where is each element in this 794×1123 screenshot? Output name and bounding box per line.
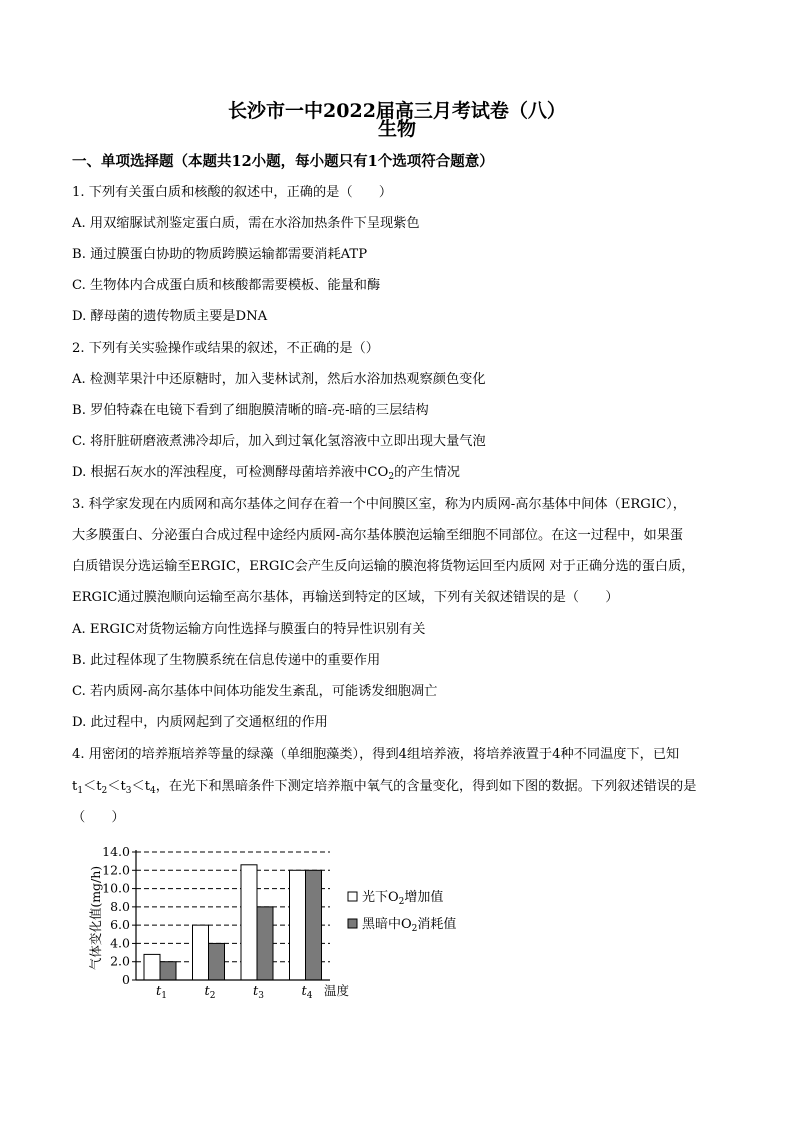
q3-option-b: B. 此过程体现了生物膜系统在信息传递中的重要作用 <box>72 653 381 668</box>
q2-d-text-end: 的产生情况 <box>394 465 460 480</box>
y-tick-label: 8.0 <box>110 898 130 914</box>
x-tick-label-t3 <box>253 984 264 1001</box>
legend-dark-sub: 2 <box>411 924 418 934</box>
q3-stem-line3: 白质错误分选运输至ERGIC，ERGIC会产生反向运输的膜泡将货物运回至内质网 对于正确分选的蛋白质， <box>72 559 695 574</box>
q4-sub-2: 2 <box>101 786 108 796</box>
q2-d-subscript: 2 <box>388 472 395 482</box>
chart-legend <box>348 889 456 934</box>
bar-light-t3 <box>241 865 257 980</box>
chart-x-ticks <box>156 984 313 1001</box>
x-tick-label-t2 <box>205 984 216 1001</box>
y-tick-label: 10.0 <box>102 880 130 896</box>
exam-title: 长沙市一中2022届高三月考试卷（八） <box>228 100 566 122</box>
x-tick-main: t <box>253 984 259 999</box>
x-tick-main: t <box>156 984 162 999</box>
chart-y-ticks <box>102 844 130 987</box>
bar-dark-t4 <box>306 870 322 980</box>
bar-light-t2 <box>193 925 209 980</box>
q2-stem: 2. 下列有关实验操作或结果的叙述，不正确的是（） <box>72 341 379 356</box>
q1-option-a: A. 用双缩脲试剂鉴定蛋白质，需在水浴加热条件下呈现紫色 <box>72 216 420 231</box>
q4-sub-4: 4 <box>150 786 156 796</box>
x-tick-sub: 2 <box>209 991 216 1001</box>
q4-t: t <box>120 779 126 794</box>
y-tick-label: 12.0 <box>102 862 130 878</box>
q4-lt: ＜ <box>107 779 121 794</box>
q1-option-d: D. 酵母菌的遗传物质主要是DNA <box>72 309 268 324</box>
legend-dark-label <box>362 916 456 934</box>
q2-option-b: B. 罗伯特森在电镜下看到了细胞膜清晰的暗-亮-暗的三层结构 <box>72 403 429 418</box>
q4-stem-rest: ，在光下和黑暗条件下测定培养瓶中氧气的含量变化，得到如下图的数据。下列叙述错误的是 <box>155 779 697 794</box>
q4-stem-line3: （ ） <box>72 810 125 825</box>
y-tick-label: 0 <box>122 972 130 987</box>
x-tick-label-t1 <box>156 984 167 1001</box>
x-tick-label-t4 <box>302 984 313 1001</box>
q4-t: t <box>72 779 78 794</box>
y-tick-label: 6.0 <box>110 917 130 933</box>
oxygen-bar-chart <box>80 838 480 1003</box>
q4-t: t <box>96 779 102 794</box>
section-heading: 一、单项选择题（本题共12小题，每小题只有1个选项符合题意） <box>72 153 494 170</box>
exam-subject: 生物 <box>377 118 416 140</box>
legend-light-pre: 光下O <box>362 890 399 905</box>
q4-stem-line2 <box>72 775 696 796</box>
q2-option-a: A. 检测苹果汁中还原糖时，加入斐林试剂，然后水浴加热观察颜色变化 <box>72 372 486 387</box>
bar-dark-t2 <box>209 943 225 980</box>
legend-dark-post: 消耗值 <box>417 917 457 932</box>
q4-sub-1: 1 <box>77 786 84 796</box>
q2-option-c: C. 将肝脏研磨液煮沸冷却后，加入到过氧化氢溶液中立即出现大量气泡 <box>72 434 486 449</box>
y-tick-label: 2.0 <box>110 953 130 969</box>
q4-lt: ＜ <box>131 779 145 794</box>
bar-light-t4 <box>290 870 306 980</box>
legend-light-label <box>362 889 443 907</box>
q3-option-d: D. 此过程中，内质网起到了交通枢纽的作用 <box>72 715 328 730</box>
y-tick-label: 14.0 <box>102 844 130 859</box>
chart-bars <box>144 865 322 980</box>
q1-option-b: B. 通过膜蛋白协助的物质跨膜运输都需要消耗ATP <box>72 247 368 262</box>
q4-sub-3: 3 <box>125 786 132 796</box>
q3-stem-line4: ERGIC通过膜泡顺向运输至高尔基体，再输送到特定的区域，下列有关叙述错误的是（ ） <box>72 590 619 605</box>
y-tick-label: 4.0 <box>110 935 130 951</box>
x-tick-sub: 3 <box>258 991 264 1001</box>
x-tick-main: t <box>204 984 210 999</box>
q4-t: t <box>144 779 151 794</box>
chart-ylabel: 气体变化值(mg/h) <box>88 865 103 971</box>
legend-dark-pre: 黑暗中O <box>362 917 412 932</box>
legend-dark-swatch <box>348 919 357 928</box>
x-tick-sub: 1 <box>161 991 167 1001</box>
q1-stem: 1. 下列有关蛋白质和核酸的叙述中，正确的是（ ） <box>72 185 393 200</box>
bar-dark-t3 <box>257 907 273 980</box>
q2-option-d <box>72 461 460 482</box>
chart-xlabel: 温度 <box>324 983 350 998</box>
q1-option-c: C. 生物体内合成蛋白质和核酸都需要模板、能量和酶 <box>72 278 381 293</box>
bar-light-t1 <box>144 954 160 980</box>
legend-light-swatch <box>348 892 357 901</box>
q2-d-text: D. 根据石灰水的浑浊程度，可检测酵母菌培养液中CO <box>72 465 389 480</box>
x-tick-main: t <box>301 984 307 999</box>
q4-stem-line1: 4. 用密闭的培养瓶培养等量的绿藻（单细胞藻类），得到4组培养液，将培养液置于4种不同温度下，已知 <box>72 747 680 762</box>
q3-stem-line2: 大多膜蛋白、分泌蛋白合成过程中途经内质网-高尔基体膜泡运输至细胞不同部位。在这一过程中，如果蛋 <box>72 528 684 543</box>
bar-dark-t1 <box>160 962 176 980</box>
q3-option-c: C. 若内质网-高尔基体中间体功能发生紊乱，可能诱发细胞凋亡 <box>72 684 438 699</box>
q4-lt: ＜ <box>83 779 97 794</box>
q3-stem-line1: 3. 科学家发现在内质网和高尔基体之间存在着一个中间膜区室，称为内质网-高尔基体中间体（ERGIC）， <box>72 497 686 512</box>
x-tick-sub: 4 <box>306 991 313 1001</box>
legend-light-sub: 2 <box>398 897 405 907</box>
q3-option-a: A. ERGIC对货物运输方向性选择与膜蛋白的特异性识别有关 <box>72 622 426 637</box>
legend-light-post: 增加值 <box>404 890 444 905</box>
